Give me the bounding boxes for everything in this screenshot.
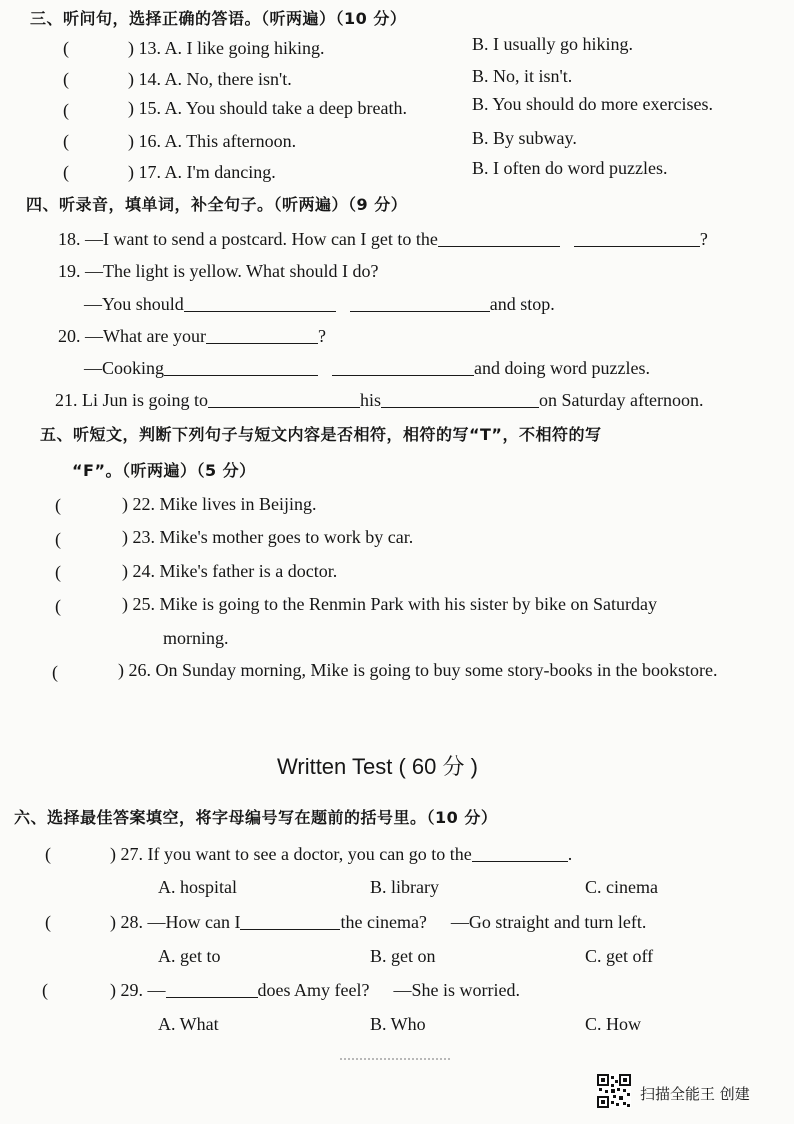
answer-blank[interactable] — [164, 357, 318, 376]
section-5-header-line-2: “F”。（听两遍）（5 分） — [72, 461, 256, 480]
question-18-end: ? — [699, 229, 708, 249]
qr-code-icon — [597, 1074, 631, 1108]
answer-blank[interactable] — [332, 357, 474, 376]
question-29-option-b: B. Who — [370, 1014, 426, 1034]
question-19-line-2 — [84, 293, 555, 315]
answer-paren[interactable]: ( — [63, 69, 69, 89]
answer-paren[interactable]: ( — [55, 529, 61, 549]
question-28-option-a: A. get to — [158, 946, 221, 966]
answer-blank[interactable] — [381, 389, 539, 408]
question-22: ) 22. Mike lives in Beijing. — [122, 494, 317, 514]
question-29-option-a: A. What — [158, 1014, 219, 1034]
answer-blank[interactable] — [166, 979, 258, 998]
question-18 — [58, 228, 708, 250]
question-20-end: and doing word puzzles. — [474, 358, 650, 378]
section-5-header-line-1: 五、听短文，判断下列句子与短文内容是否相符，相符的写“T”，不相符的写 — [40, 425, 602, 444]
answer-paren[interactable]: ( — [55, 596, 61, 616]
section-4-header: 四、听录音，填单词，补全句子。（听两遍）（9 分） — [26, 195, 408, 214]
question-28-text: ) 28. —How can I — [110, 912, 241, 932]
answer-blank[interactable] — [206, 325, 318, 344]
question-20-line-1 — [58, 325, 326, 347]
question-24: ) 24. Mike's father is a doctor. — [122, 561, 338, 581]
answer-paren[interactable]: ( — [45, 912, 51, 932]
answer-paren[interactable]: ( — [63, 100, 69, 120]
question-25: ) 25. Mike is going to the Renmin Park with his sister by bike on Saturday — [122, 594, 657, 614]
question-28-option-b: B. get on — [370, 946, 436, 966]
answer-paren[interactable]: ( — [63, 162, 69, 182]
answer-paren[interactable]: ( — [63, 38, 69, 58]
question-29-answer: —She is worried. — [393, 980, 520, 1000]
question-26: ) 26. On Sunday morning, Mike is going to buy some story-books in the bookstore. — [118, 660, 718, 680]
question-16-option-a: ) 16. A. This afternoon. — [128, 131, 297, 151]
question-23: ) 23. Mike's mother goes to work by car. — [122, 527, 414, 547]
question-13-option-a: ) 13. A. I like going hiking. — [128, 38, 325, 58]
question-19-line-1: 19. —The light is yellow. What should I do? — [58, 261, 379, 281]
question-14-option-a: ) 14. A. No, there isn't. — [128, 69, 292, 89]
answer-blank[interactable] — [208, 389, 360, 408]
question-27-option-c: C. cinema — [585, 877, 658, 897]
question-17-option-a: ) 17. A. I'm dancing. — [128, 162, 276, 182]
question-29-stem — [110, 979, 520, 1001]
question-28-answer: —Go straight and turn left. — [450, 912, 647, 932]
question-27-option-b: B. library — [370, 877, 439, 897]
question-21-mid: his — [360, 390, 382, 410]
written-test-title: Written Test ( 60 分 ) — [277, 754, 478, 779]
question-28-option-c: C. get off — [585, 946, 654, 966]
question-29-text: ) 29. — — [110, 980, 166, 1000]
question-15-option-b: B. You should do more exercises. — [472, 94, 713, 114]
question-17-option-b: B. I often do word puzzles. — [472, 158, 668, 178]
question-27-end: . — [567, 844, 573, 864]
question-14-option-b: B. No, it isn't. — [472, 66, 573, 86]
question-15-option-a: ) 15. A. You should take a deep breath. — [128, 98, 407, 118]
answer-blank[interactable] — [350, 293, 490, 312]
question-16-option-b: B. By subway. — [472, 128, 577, 148]
question-19-end: and stop. — [489, 294, 555, 314]
answer-paren[interactable]: ( — [45, 844, 51, 864]
question-20-reply: —Cooking — [84, 358, 165, 378]
question-20-line-2 — [84, 357, 650, 379]
question-21 — [55, 389, 703, 411]
question-27-stem — [110, 843, 572, 865]
question-21-start: 21. Li Jun is going to — [55, 390, 209, 410]
answer-blank[interactable] — [574, 228, 700, 247]
section-3-header: 三、听问句，选择正确的答语。（听两遍）（10 分） — [30, 9, 407, 28]
question-29-end: does Amy feel? — [257, 980, 370, 1000]
answer-blank[interactable] — [184, 293, 336, 312]
question-21-end: on Saturday afternoon. — [539, 390, 704, 410]
scanner-watermark: 扫描全能王 创建 — [640, 1085, 750, 1103]
answer-paren[interactable]: ( — [55, 562, 61, 582]
section-6-header: 六、选择最佳答案填空，将字母编号写在题前的括号里。（10 分） — [14, 808, 498, 827]
question-20-mark: ? — [317, 326, 326, 346]
faded-footer-mark — [340, 1058, 450, 1066]
question-28-mid: the cinema? — [340, 912, 427, 932]
answer-paren[interactable]: ( — [42, 980, 48, 1000]
answer-blank[interactable] — [438, 228, 560, 247]
question-20-prompt: 20. —What are your — [58, 326, 206, 346]
answer-paren[interactable]: ( — [52, 662, 58, 682]
question-29-option-c: C. How — [585, 1014, 642, 1034]
question-28-stem — [110, 911, 646, 933]
question-18-text: 18. —I want to send a postcard. How can I get to the — [58, 229, 438, 249]
answer-paren[interactable]: ( — [55, 495, 61, 515]
answer-blank[interactable] — [472, 843, 568, 862]
answer-paren[interactable]: ( — [63, 131, 69, 151]
question-19-prompt: —You should — [84, 294, 184, 314]
question-13-option-b: B. I usually go hiking. — [472, 34, 633, 54]
question-27-option-a: A. hospital — [158, 877, 237, 897]
question-25-continuation: morning. — [163, 628, 229, 648]
question-27-text: ) 27. If you want to see a doctor, you can go to the — [110, 844, 472, 864]
answer-blank[interactable] — [240, 911, 340, 930]
